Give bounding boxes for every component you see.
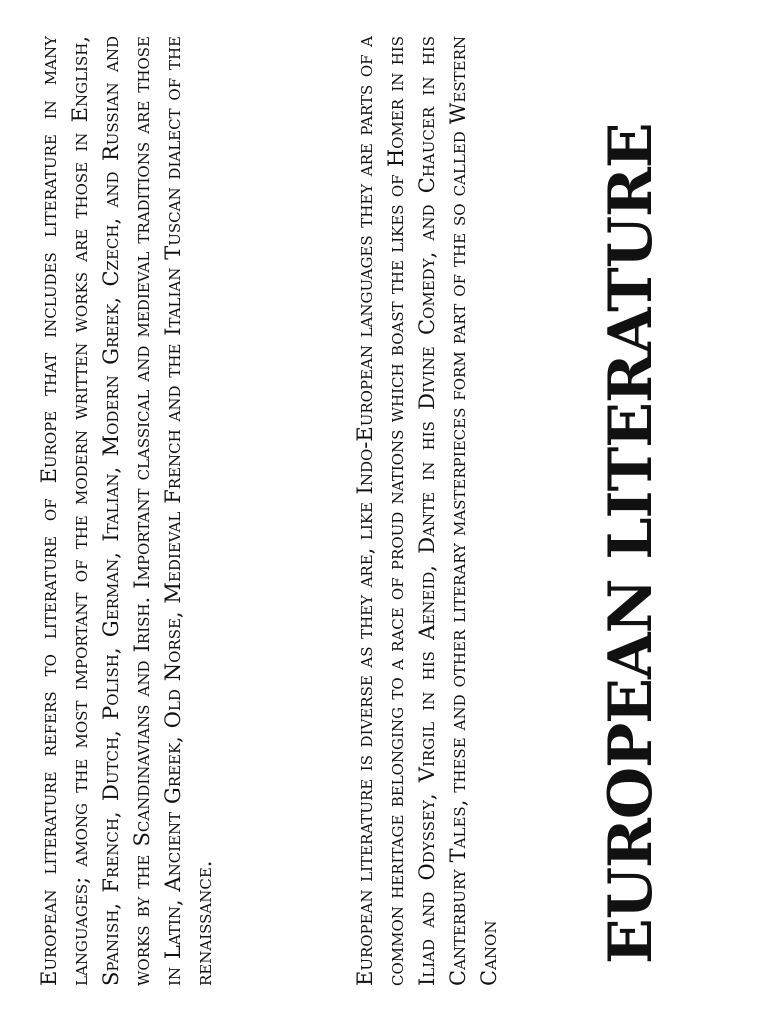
paragraph-european-literature-heritage: European literature is diverse as they are, like Indo-European languages they are parts of a common heritage belonging to a race of proud nations which boast the likes of Homer in his Iliad and Odyssey, Virgil in his Aeneid, Dante in his Divine Comedy, and Chaucer in his Canterbury Tales, these and other literary masterpieces form part of the so called Western Canon (353, 36, 501, 986)
paragraph-european-literature-definition: European literature refers to literature of Europe that includes literature in many languages; among the most important of the modern written works are those in English, Spanish, French, Dutch, Polish, German, Italian, Modern Greek, Czech, and Russian and works by the Scandinavians and Irish. Important classical and medieval traditions are those in Latin, Ancient Greek, Old Norse, Medieval French and the Italian Tuscan dialect of the renaissance. (37, 36, 216, 986)
page-title: EUROPEAN LITERATURE (596, 123, 666, 964)
